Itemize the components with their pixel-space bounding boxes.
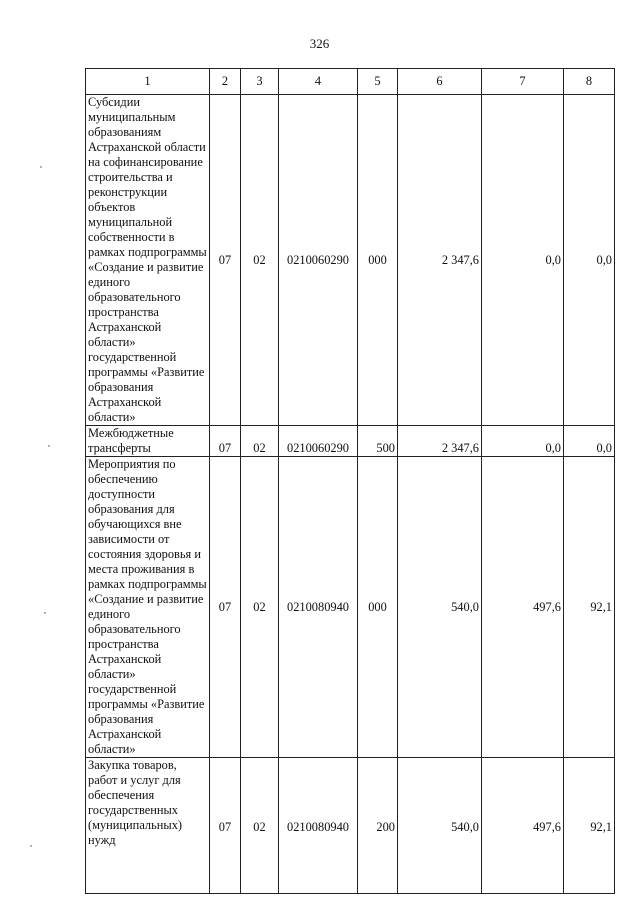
execution-percent: 0,0 [564, 426, 615, 457]
section-code: 07 [210, 758, 241, 894]
target-article-code: 0210080940 [279, 457, 358, 758]
header-col-8: 8 [564, 69, 615, 95]
header-row [86, 69, 615, 95]
table-row [86, 95, 615, 426]
scan-speck [44, 612, 46, 614]
planned-amount: 2 347,6 [398, 95, 482, 426]
target-article-code: 0210060290 [279, 426, 358, 457]
execution-percent: 0,0 [564, 95, 615, 426]
planned-amount: 540,0 [398, 457, 482, 758]
executed-amount: 0,0 [482, 95, 564, 426]
header-col-7: 7 [482, 69, 564, 95]
budget-table [85, 68, 615, 894]
header-col-2: 2 [210, 69, 241, 95]
section-code: 07 [210, 457, 241, 758]
table-row [86, 426, 615, 457]
header-col-6: 6 [398, 69, 482, 95]
executed-amount: 0,0 [482, 426, 564, 457]
section-code: 07 [210, 426, 241, 457]
scan-speck [30, 845, 32, 847]
execution-percent: 92,1 [564, 457, 615, 758]
section-code: 07 [210, 95, 241, 426]
header-col-5: 5 [358, 69, 398, 95]
page-number: 326 [309, 36, 330, 51]
target-article-code: 0210060290 [279, 95, 358, 426]
expense-type-code: 000 [358, 457, 398, 758]
executed-amount: 497,6 [482, 457, 564, 758]
subsection-code: 02 [241, 426, 279, 457]
header-col-4: 4 [279, 69, 358, 95]
target-article-code: 0210080940 [279, 758, 358, 894]
table-row [86, 758, 615, 894]
row-description: Межбюджетные трансферты [86, 426, 210, 457]
execution-percent: 92,1 [564, 758, 615, 894]
scan-speck [48, 445, 50, 447]
executed-amount: 497,6 [482, 758, 564, 894]
header-col-1: 1 [86, 69, 210, 95]
scan-speck [40, 166, 42, 168]
row-description: Субсидии муниципальным образованиям Астраханской области на софинансирование строительства и реконструкции объектов муниципальной собственности в рамках подпрограммы «Создание и развитие единого образовательного пространства Астраханской области» государственной программы «Развитие образования Астраханской области» [86, 95, 210, 426]
planned-amount: 540,0 [398, 758, 482, 894]
expense-type-code: 000 [358, 95, 398, 426]
expense-type-code: 200 [358, 758, 398, 894]
row-description: Закупка товаров, работ и услуг для обеспечения государственных (муниципальных) нужд [86, 758, 210, 894]
planned-amount: 2 347,6 [398, 426, 482, 457]
subsection-code: 02 [241, 95, 279, 426]
table-row [86, 457, 615, 758]
expense-type-code: 500 [358, 426, 398, 457]
subsection-code: 02 [241, 758, 279, 894]
row-description: Мероприятия по обеспечению доступности образования для обучающихся вне зависимости от состояния здоровья и места проживания в рамках подпрограммы «Создание и развитие единого образовательного пространства Астраханской области» государственной программы «Развитие образования Астраханской области» [86, 457, 210, 758]
subsection-code: 02 [241, 457, 279, 758]
header-col-3: 3 [241, 69, 279, 95]
